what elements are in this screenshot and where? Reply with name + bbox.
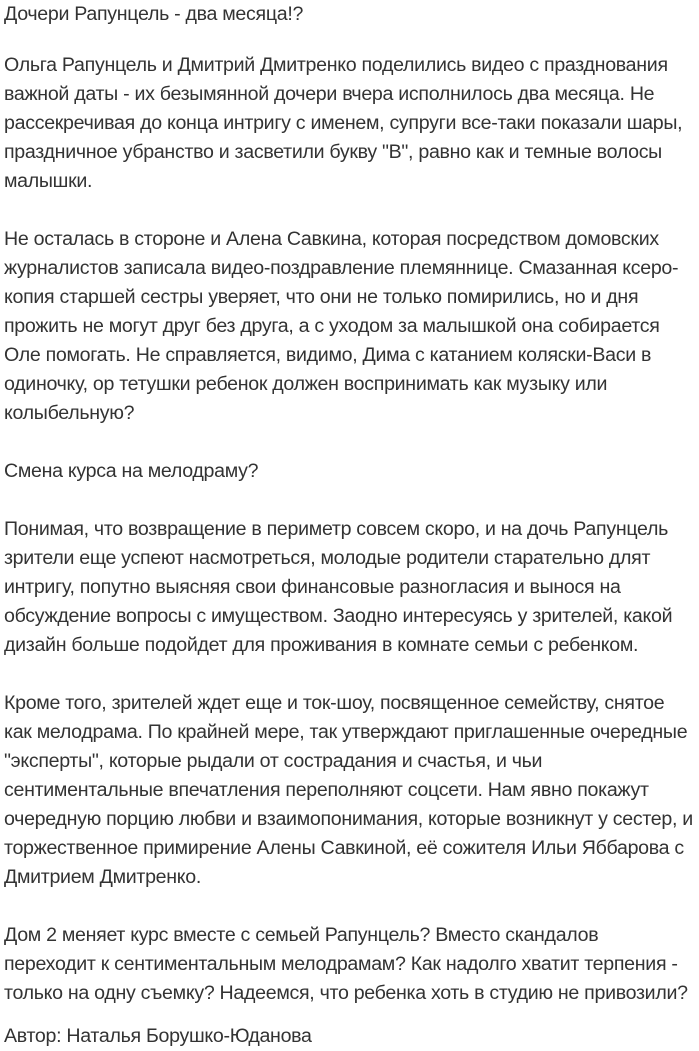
article-author: Автор: Наталья Борушко-Юданова [4,1025,312,1047]
article-paragraph-3: Понимая, что возвращение в периметр совсем скоро, и на дочь Рапунцель зрители еще успеют насмотреться, молодые родители старательно длят интригу, попутно выясняя свои финансовые разногласия и вынося на обсуждение вопросы с имуществом. Заодно интересуясь у зрителей, какой дизайн больше подойдет для проживания в комнате семьи с ребенком. [4,518,673,656]
article-paragraph-4: Кроме того, зрителей ждет еще и ток-шоу, посвященное семейству, снятое как мелодрама. По крайней мере, так утверждают приглашенные очередные "эксперты", которые рыдали от сострадания и счастья, и чьи сентиментальные впечатления переполняют соцсети. Нам явно покажут очередную порцию любви и взаимопонимания, которые возникнут у сестер, и торжественное примирение Алены Савкиной, её сожителя Ильи Яббарова с Дмитрием Дмитренко. [4,692,693,888]
article-title: Дочери Рапунцель - два месяца!? [4,3,304,25]
article-paragraph-1: Ольга Рапунцель и Дмитрий Дмитренко поделились видео с празднования важной даты - их безымянной дочери вчера исполнилось два месяца. Не рассекречивая до конца интригу с именем, супруги все-таки показали шары, праздничное убранство и засветили букву "В", равно как и темные волосы малышки. [4,54,683,192]
article-paragraph-5: Дом 2 меняет курс вместе с семьей Рапунцель? Вместо скандалов переходит к сентиментальным мелодрамам? Как надолго хватит терпения - только на одну съемку? Надеемся, что ребенка хоть в студию не привозили? [4,924,688,1004]
article-subheading: Смена курса на мелодраму? [4,460,259,482]
article [4,0,694,1051]
article-paragraph-2: Не осталась в стороне и Алена Савкина, которая посредством домовских журналистов записала видео-поздравление племяннице. Смазанная ксеро-копия старшей сестры уверяет, что они не только помирились, но и дня прожить не могут друг без друга, а с уходом за малышкой она собирается Оле помогать. Не справляется, видимо, Дима с катанием коляски-Васи в одиночку, ор тетушки ребенок должен воспринимать как музыку или колыбельную? [4,228,679,424]
